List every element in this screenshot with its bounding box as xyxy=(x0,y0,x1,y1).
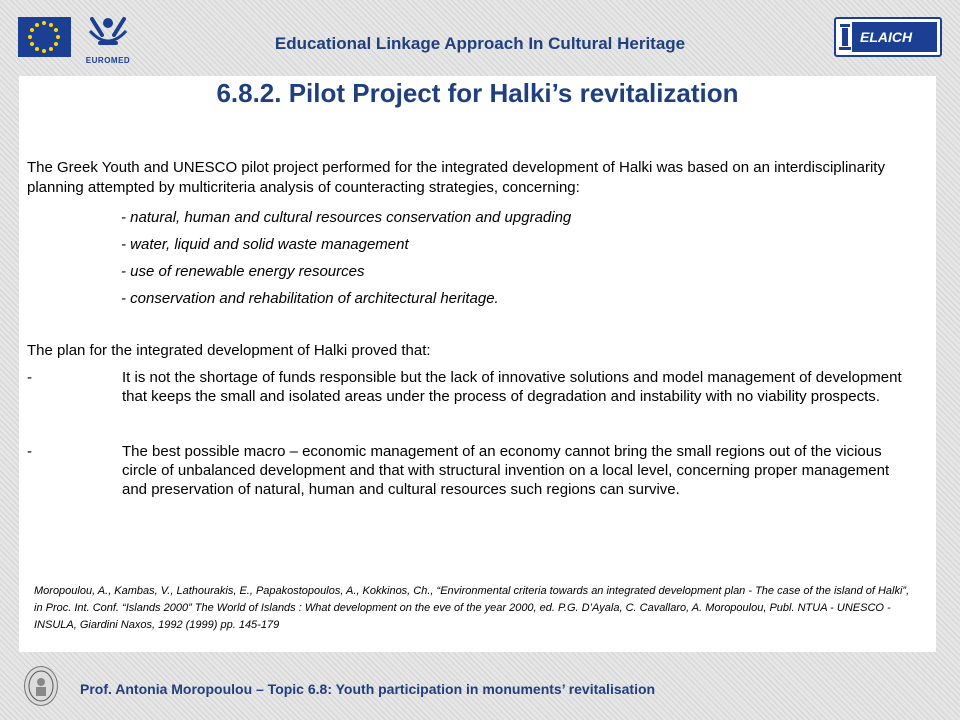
concerns-list xyxy=(121,204,571,312)
list-item: - water, liquid and solid waste management xyxy=(121,236,409,253)
dash-marker: - xyxy=(27,443,32,460)
finding-item xyxy=(27,442,916,499)
intro-paragraph: The Greek Youth and UNESCO pilot project performed for the integrated development of Halki was based on an interdisciplinarity planning attempted by multicriteria analysis of counteracting strategies, concerning: xyxy=(27,159,885,196)
euromed-logo-text: EUROMED xyxy=(85,56,131,65)
eu-flag-logo xyxy=(18,17,71,57)
footer-credit: Prof. Antonia Moropoulou – Topic 6.8: Youth participation in monuments’ revitalisation xyxy=(80,681,656,697)
euromed-logo xyxy=(78,11,138,65)
elaich-logo-text: ELAICH xyxy=(852,22,937,52)
content-panel xyxy=(19,76,936,652)
slide-title: 6.8.2. Pilot Project for Halki’s revitalization xyxy=(216,78,739,108)
seal-icon xyxy=(25,667,57,705)
euromed-emblem-icon xyxy=(78,11,138,53)
list-item: - natural, human and cultural resources conservation and upgrading xyxy=(121,209,572,226)
header-title: Educational Linkage Approach In Cultural Heritage xyxy=(274,34,686,53)
finding-text: The best possible macro – economic management of an economy cannot bring the small regions out of the vicious circle of unbalanced development and that with structural invention on a local level, concerning proper management and preservation of natural, human and cultural resources such regions can survive. xyxy=(122,443,890,498)
dash-marker: - xyxy=(27,369,32,386)
list-item: - conservation and rehabilitation of architectural heritage. xyxy=(121,290,499,307)
reference-citation: Moropoulou, A., Kambas, V., Lathourakis, E., Papakostopoulos, A., Kokkinos, Ch., “Environmental criteria towards an integrated development plan - The case of the island of Halki”, in Proc. Int. Conf. “Islands 2000” The World of Islands : What development on the eve of the year 2000, ed. P.G. D’Ayala, C. Cavallaro, A. Moropoulou, Publ. NTUA - UNESCO - INSULA, Giardini Naxos, 1992 (1999) pp. 145-179 xyxy=(34,585,910,631)
plan-intro: The plan for the integrated development of Halki proved that: xyxy=(27,342,431,359)
finding-text: It is not the shortage of funds responsible but the lack of innovative solutions and model management of development that keeps the small and isolated areas under the process of degradation and instability with no viability prospects. xyxy=(122,369,902,405)
list-item: - use of renewable energy resources xyxy=(121,263,365,280)
elaich-logo xyxy=(834,17,942,57)
column-icon xyxy=(838,22,852,52)
finding-item xyxy=(27,368,916,406)
university-seal-logo xyxy=(24,666,58,706)
